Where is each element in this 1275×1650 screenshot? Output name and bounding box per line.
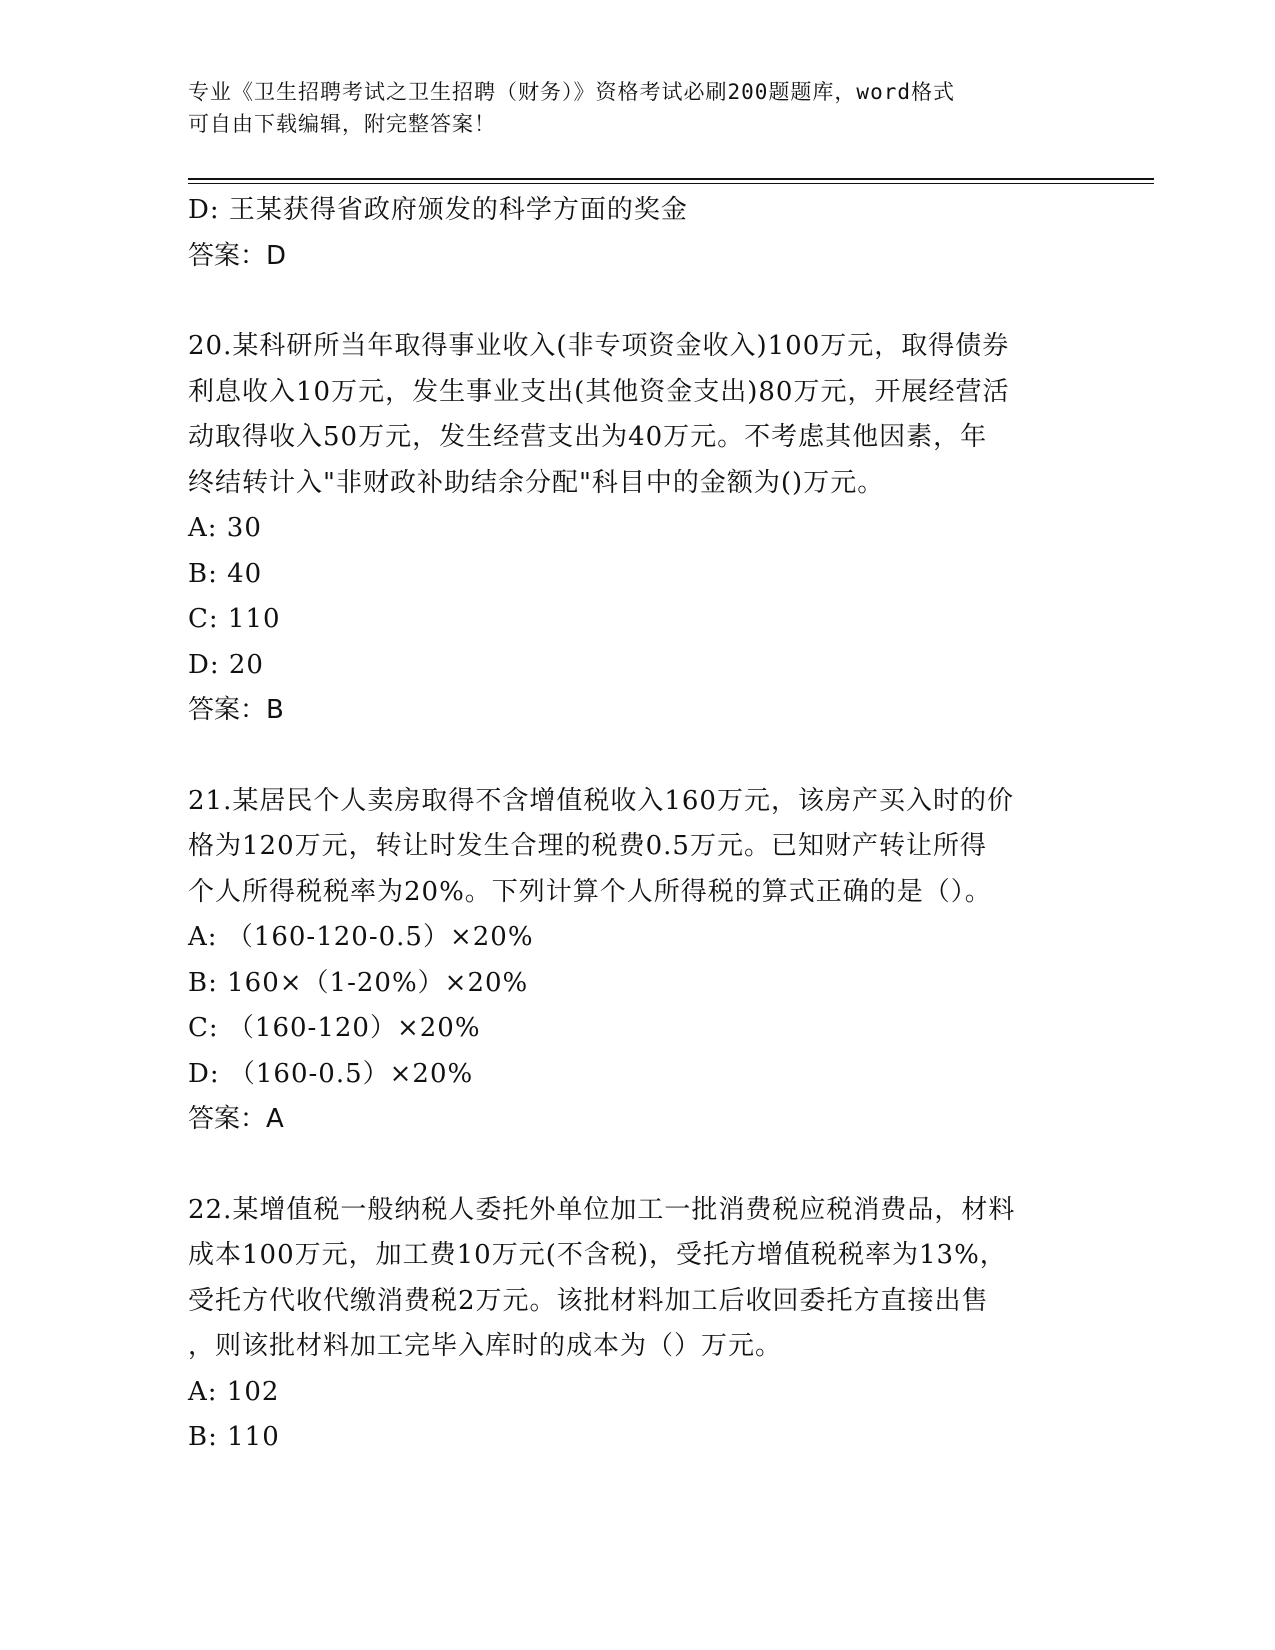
question-21 <box>188 779 1088 1143</box>
option-d: D: 王某获得省政府颁发的科学方面的奖金 <box>188 195 688 225</box>
page-content <box>188 188 1088 1461</box>
question-22 <box>188 1188 1088 1461</box>
question-text-line: 个人所得税税率为20%。下列计算个人所得税的算式正确的是（）。 <box>188 876 992 907</box>
option-a: A: 30 <box>188 513 262 543</box>
option-c: C: 110 <box>188 604 281 634</box>
carryover-question <box>188 188 1088 279</box>
question-text-line: 格为120万元，转让时发生合理的税费0.5万元。已知财产转让所得 <box>188 831 987 861</box>
option-d: D: 20 <box>188 649 264 680</box>
answer-line: 答案：B <box>188 695 284 725</box>
option-b: B: 160×（1-20%）×20% <box>188 967 529 998</box>
option-a: A: （160-120-0.5）×20% <box>188 922 534 952</box>
question-text-line: 动取得收入50万元，发生经营支出为40万元。不考虑其他因素，年 <box>188 422 988 452</box>
question-text-line: 21.某居民个人卖房取得不含增值税收入160万元，该房产买入时的价 <box>188 785 1014 816</box>
option-d: D: （160-0.5）×20% <box>188 1058 474 1089</box>
option-b: B: 110 <box>188 1422 280 1452</box>
question-text-line: 成本100万元，加工费10万元(不含税)，受托方增值税税率为13%， <box>188 1240 1007 1270</box>
answer-line: 答案：A <box>188 1104 284 1134</box>
question-text-line: ，则该批材料加工完毕入库时的成本为（）万元。 <box>188 1331 783 1361</box>
question-text-line: 20.某科研所当年取得事业收入(非专项资金收入)100万元，取得债券 <box>188 331 1010 361</box>
question-text-line: 利息收入10万元，发生事业支出(其他资金支出)80万元，开展经营活 <box>188 376 1010 407</box>
question-text-line: 22.某增值税一般纳税人委托外单位加工一批消费税应税消费品，材料 <box>188 1194 1016 1225</box>
header-divider-thin <box>188 183 1154 184</box>
header-divider-thick <box>188 178 1154 180</box>
header-title-line-1: 专业《卫生招聘考试之卫生招聘（财务）》资格考试必刷200题题库，word格式 <box>188 80 955 104</box>
question-text-line: 受托方代收代缴消费税2万元。该批材料加工后收回委托方直接出售 <box>188 1285 989 1316</box>
page-header <box>188 76 1088 140</box>
option-c: C: （160-120）×20% <box>188 1013 481 1043</box>
option-a: A: 102 <box>188 1376 280 1407</box>
header-title-line-2: 可自由下载编辑，附完整答案！ <box>188 112 496 136</box>
question-20 <box>188 324 1088 734</box>
option-b: B: 40 <box>188 558 263 589</box>
question-text-line: 终结转计入"非财政补助结余分配"科目中的金额为()万元。 <box>188 467 885 498</box>
answer-line: 答案：D <box>188 240 287 271</box>
